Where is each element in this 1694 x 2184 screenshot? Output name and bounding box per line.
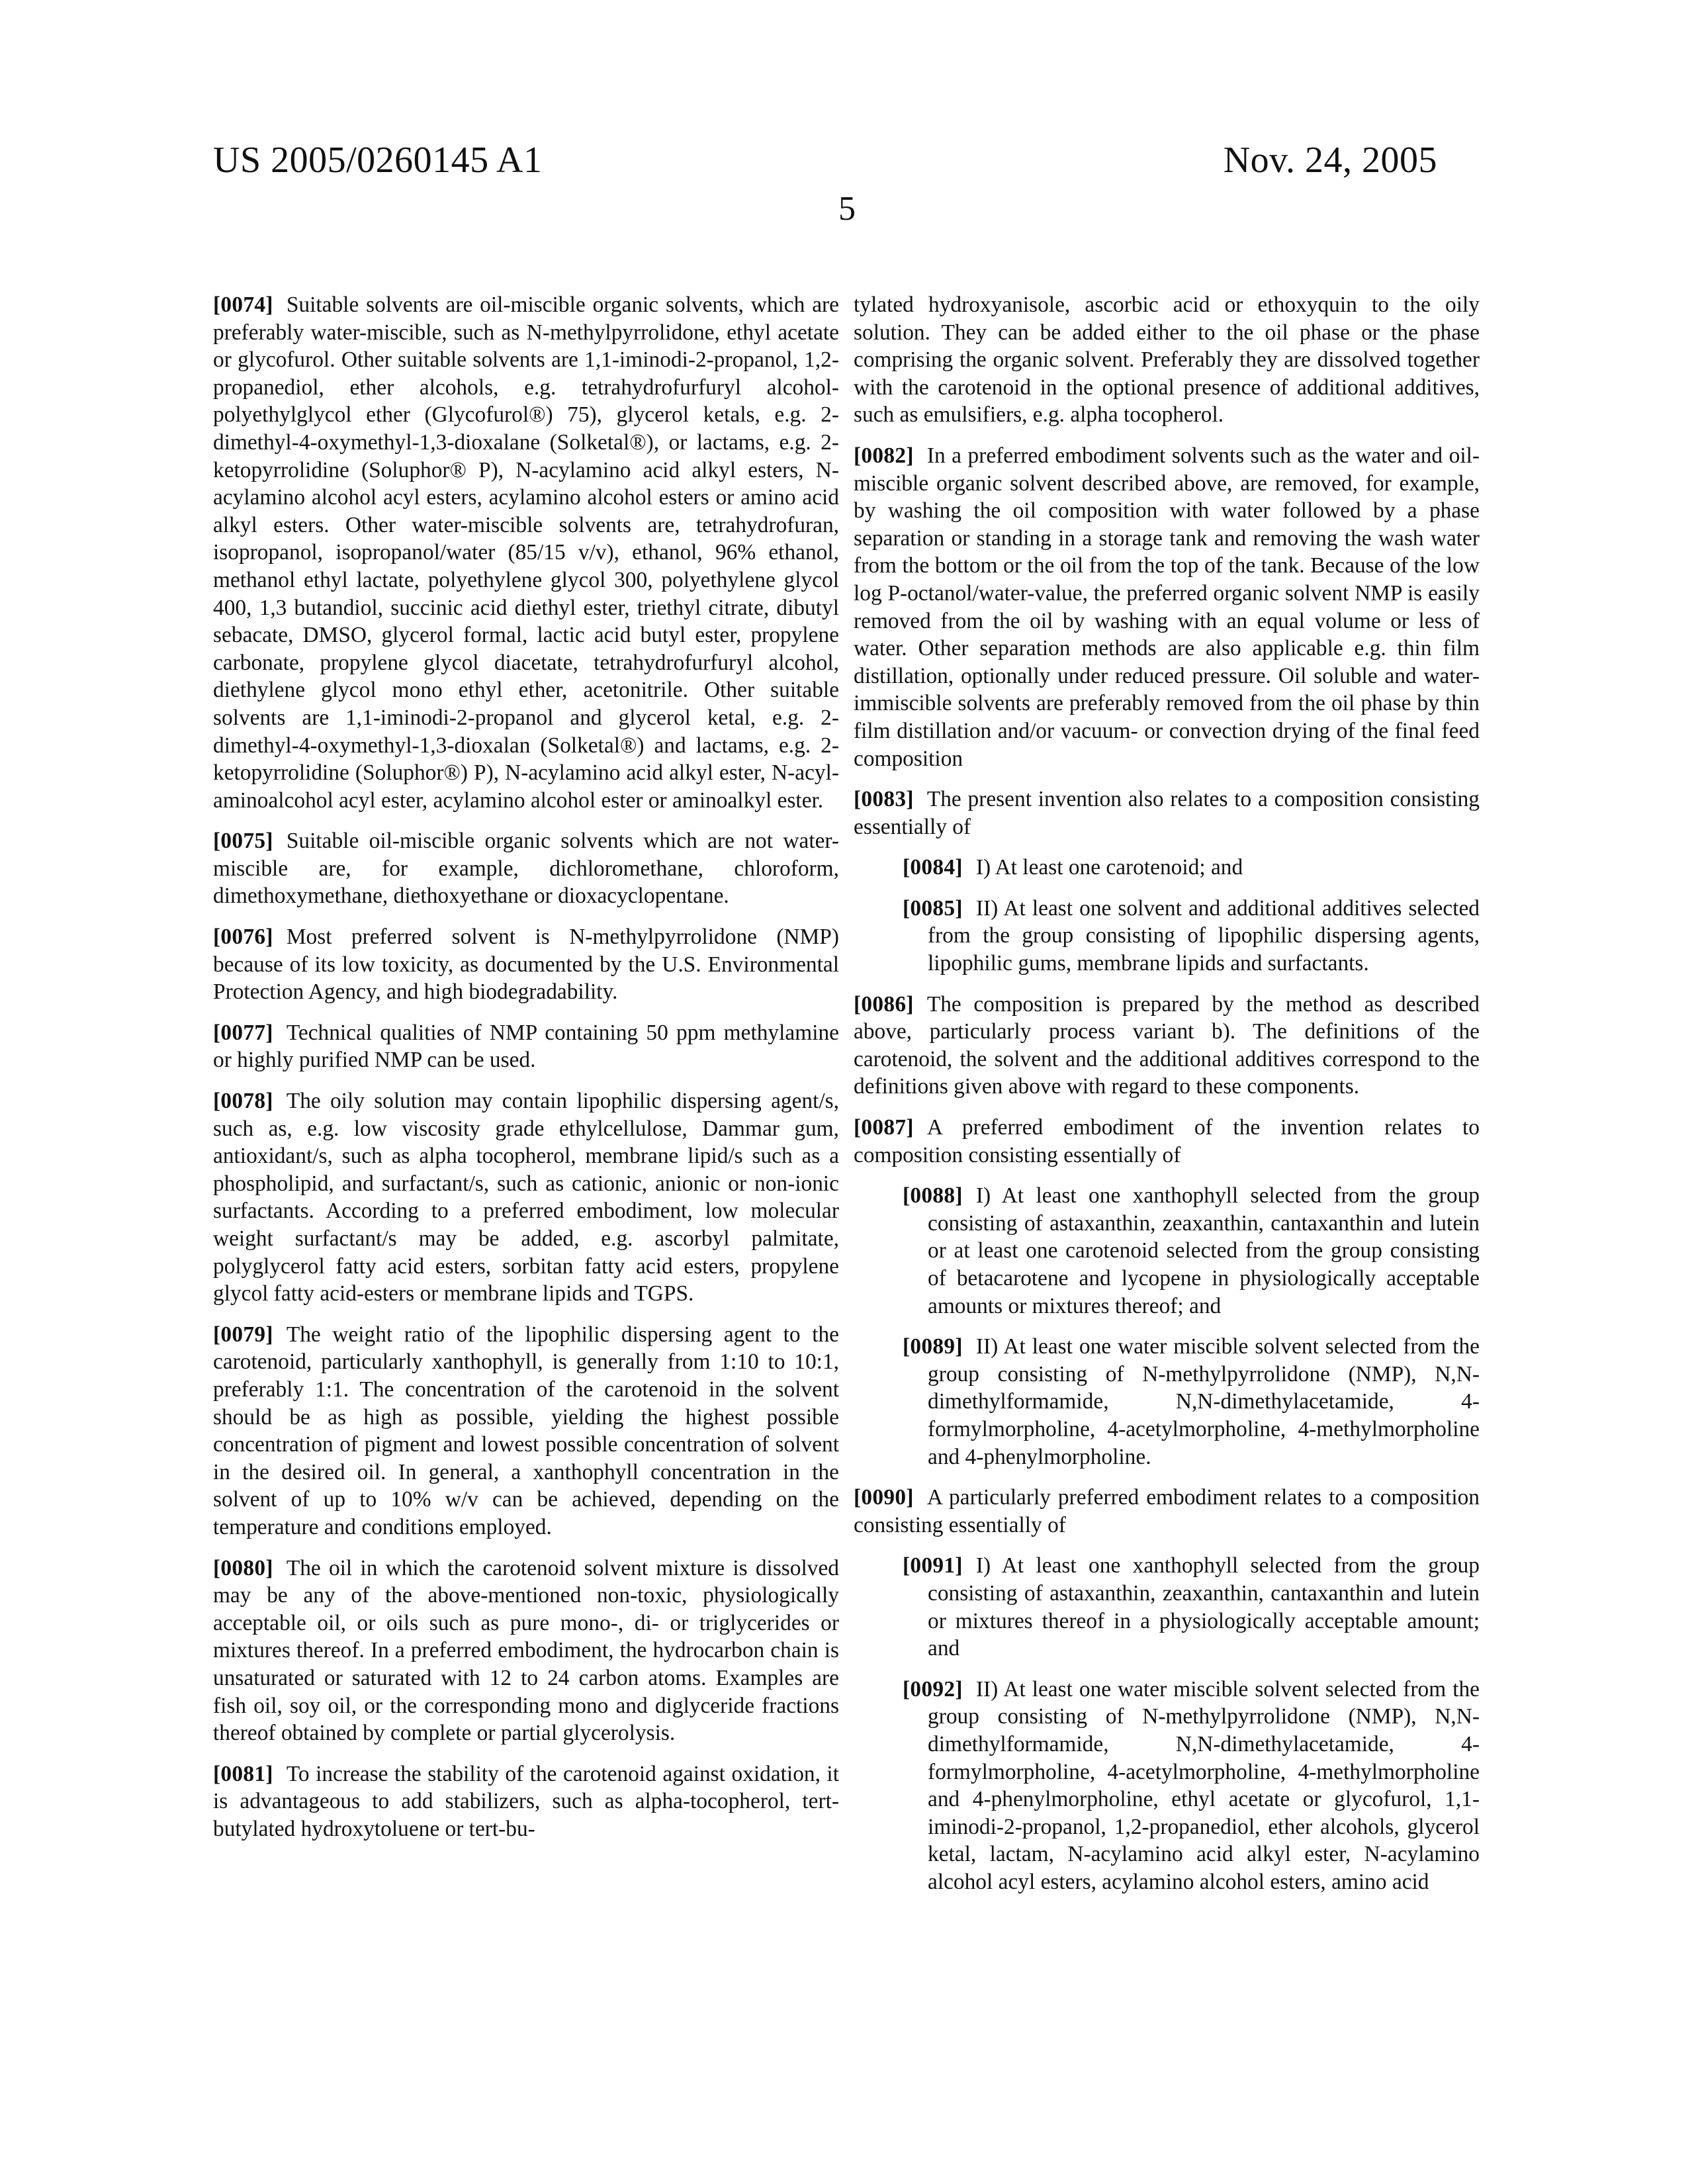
- paragraph-tag: [0083]: [854, 787, 914, 811]
- paragraph-tag: [0076]: [213, 925, 273, 949]
- publication-number: US 2005/0260145 A1: [213, 139, 543, 181]
- paragraph-tag: [0091]: [903, 1553, 963, 1578]
- paragraph-text: Suitable solvents are oil-miscible organic solvents, which are preferably water-miscible, such as N-methylpyrrolidone, ethyl acetate or glycofurol. Other suitable solvents are 1,1-iminodi-2-propanol, 1,2-propanediol, ether alcohols, e.g. tetrahydrofurfuryl alcohol-polyethylglycol ether (Glycofurol®) 75), glycerol ketals, e.g. 2-dimethyl-4-oxymethyl-1,3-dioxalane (Solketal®), or lactams, e.g. 2-ketopyrrolidine (Soluphor® P), N-acylamino acid alkyl esters, N-acylamino alcohol acyl esters, acylamino alcohol esters or amino acid alkyl esters. Other water-miscible solvents are, tetrahydrofuran, isopropanol, isopropanol/water (85/15 v/v), ethanol, 96% ethanol, methanol ethyl lactate, polyethylene glycol 300, polyethylene glycol 400, 1,3 butandiol, succinic acid diethyl ester, triethyl citrate, dibutyl sebacate, DMSO, glycerol formal, lactic acid butyl ester, propylene carbonate, propylene glycol diacetate, tetrahydrofurfuryl alcohol, diethylene glycol mono ethyl ether, acetonitrile. Other suitable solvents are 1,1-iminodi-2-propanol and glycerol ketal, e.g. 2-dimethyl-4-oxymethyl-1,3-dioxalan (Solketal®) and lactams, e.g. 2-ketopyrrolidine (Soluphor®) P), N-acylamino acid alkyl ester, N-acyl-aminoalcohol acyl ester, acylamino alcohol ester or aminoalkyl ester.: [213, 293, 839, 813]
- paragraph-text: I) At least one carotenoid; and: [976, 855, 1243, 880]
- paragraph-0079: [213, 1321, 839, 1541]
- paragraph-text: The present invention also relates to a composition consisting essentially of: [854, 787, 1480, 839]
- paragraph-text: The oil in which the carotenoid solvent mixture is dissolved may be any of the above-mentioned non-toxic, physiologically acceptable oil, or oils such as pure mono-, di- or triglycerides or mixtures thereof. In a preferred embodiment, the hydrocarbon chain is unsaturated or saturated with 12 to 24 carbon atoms. Examples are fish oil, soy oil, or the corresponding mono and diglyceride fractions thereof obtained by complete or partial glycerolysis.: [213, 1556, 839, 1746]
- paragraph-0074: [213, 291, 839, 814]
- paragraph-text: I) At least one xanthophyll selected from the group consisting of astaxanthin, zeaxanthin, cantaxanthin and lutein or at least one carotenoid selected from the group consisting of betacarotene and lycopene in physiologically acceptable amounts or mixtures thereof; and: [928, 1183, 1480, 1318]
- paragraph-0092: [854, 1676, 1480, 1896]
- paragraph-tag: [0085]: [903, 896, 963, 921]
- paragraph-0082: [854, 442, 1480, 772]
- paragraph-text: II) At least one solvent and additional additives selected from the group consisting of lipophilic dispersing agents, lipophilic gums, membrane lipids and surfactants.: [928, 896, 1480, 976]
- paragraph-0085: [854, 895, 1480, 978]
- paragraph-0081: [213, 1760, 839, 1843]
- paragraph-text: To increase the stability of the carotenoid against oxidation, it is advantageous to add stabilizers, such as alpha-tocopherol, tert-butylated hydroxytoluene or tert-bu-: [213, 1762, 839, 1841]
- paragraph-0077: [213, 1019, 839, 1074]
- paragraph-tag: [0092]: [903, 1677, 963, 1702]
- paragraph-tag: [0077]: [213, 1021, 273, 1045]
- paragraph-0076: [213, 923, 839, 1006]
- paragraph-0087: [854, 1114, 1480, 1169]
- paragraph-text: In a preferred embodiment solvents such as the water and oil-miscible organic solvent described above, are removed, for example, by washing the oil composition with water followed by a phase separation or standing in a storage tank and removing the wash water from the bottom or the oil from the top of the tank. Because of the low log P-octanol/water-value, the preferred organic solvent NMP is easily removed from the oil by washing with an equal volume or less of water. Other separation methods are also applicable e.g. thin film distillation, optionally under reduced pressure. Oil soluble and water-immiscible solvents are preferably removed from the oil phase by thin film distillation and/or vacuum- or convection drying of the final feed composition: [854, 443, 1480, 771]
- right-column: [854, 291, 1480, 1909]
- paragraph-text: Most preferred solvent is N-methylpyrrolidone (NMP) because of its low toxicity, as documented by the U.S. Environmental Protection Agency, and high biodegradability.: [213, 925, 839, 1004]
- paragraph-tag: [0075]: [213, 829, 273, 853]
- paragraph-text: A particularly preferred embodiment relates to a composition consisting essentially of: [854, 1485, 1480, 1537]
- paragraph-text: Technical qualities of NMP containing 50 ppm methylamine or highly purified NMP can be used.: [213, 1021, 839, 1073]
- paragraph-text: A preferred embodiment of the invention relates to composition consisting essentially of: [854, 1115, 1480, 1167]
- paragraph-0089: [854, 1333, 1480, 1471]
- paragraph-text: Suitable oil-miscible organic solvents which are not water-miscible are, for example, dichloromethane, chloroform, dimethoxymethane, diethoxyethane or dioxacyclopentane.: [213, 829, 839, 908]
- paragraph-text: II) At least one water miscible solvent selected from the group consisting of N-methylpyrrolidone (NMP), N,N-dimethylformamide, N,N-dimethylacetamide, 4-formylmorpholine, 4-acetylmorpholine, 4-methylmorpholine and 4-phenylmorpholine.: [928, 1334, 1480, 1469]
- paragraph-0084: [854, 854, 1480, 882]
- paragraph-text: The oily solution may contain lipophilic dispersing agent/s, such as, e.g. low viscosity grade ethylcellulose, Dammar gum, antioxidant/s, such as alpha tocopherol, membrane lipid/s such as a phospholipid, and surfactant/s, such as cationic, anionic or non-ionic surfactants. According to a preferred embodiment, low molecular weight surfactant/s may be added, e.g. ascorbyl palmitate, polyglycerol fatty acid esters, sorbitan fatty acid esters, propylene glycol fatty acid-esters or membrane lipids and TGPS.: [213, 1089, 839, 1306]
- paragraph-0081-continued: tylated hydroxyanisole, ascorbic acid or ethoxyquin to the oily solution. They can be added either to the oil phase or the phase comprising the organic solvent. Preferably they are dissolved together with the carotenoid in the optional presence of additional additives, such as emulsifiers, e.g. alpha tocopherol.: [854, 291, 1480, 429]
- publication-date: Nov. 24, 2005: [1224, 139, 1437, 181]
- paragraph-tag: [0079]: [213, 1322, 273, 1347]
- paragraph-0078: [213, 1087, 839, 1308]
- paragraph-tag: [0082]: [854, 443, 914, 468]
- paragraph-tag: [0084]: [903, 855, 963, 880]
- paragraph-tag: [0086]: [854, 992, 914, 1017]
- paragraph-tag: [0081]: [213, 1762, 273, 1786]
- paragraph-text: II) At least one water miscible solvent selected from the group consisting of N-methylpyrrolidone (NMP), N,N-dimethylformamide, N,N-dimethylacetamide, 4-formylmorpholine, 4-acetylmorpholine, 4-methylmorpholine and 4-phenylmorpholine, ethyl acetate or glycofurol, 1,1-iminodi-2-propanol, 1,2-propanediol, ether alcohols, glycerol ketal, lactam, N-acylamino acid alkyl ester, N-acylamino alcohol acyl esters, acylamino alcohol esters, amino acid: [928, 1677, 1480, 1894]
- paragraph-tag: [0088]: [903, 1183, 963, 1208]
- paragraph-text: The composition is prepared by the method as described above, particularly process variant b). The definitions of the carotenoid, the solvent and the additional additives correspond to the definitions given above with regard to these components.: [854, 992, 1480, 1099]
- paragraph-0086: [854, 991, 1480, 1101]
- paragraph-0088: [854, 1182, 1480, 1320]
- paragraph-0075: [213, 827, 839, 910]
- paragraph-tag: [0074]: [213, 293, 273, 317]
- paragraph-text: The weight ratio of the lipophilic dispersing agent to the carotenoid, particularly xanthophyll, is generally from 1:10 to 10:1, preferably 1:1. The concentration of the carotenoid in the solvent should be as high as possible, yielding the highest possible concentration of pigment and lowest possible concentration of solvent in the desired oil. In general, a xanthophyll concentration in the solvent of up to 10% w/v can be achieved, depending on the temperature and conditions employed.: [213, 1322, 839, 1539]
- paragraph-text: I) At least one xanthophyll selected from the group consisting of astaxanthin, zeaxanthin, cantaxanthin and lutein or mixtures thereof in a physiologically acceptable amount; and: [928, 1553, 1480, 1661]
- paragraph-tag: [0089]: [903, 1334, 963, 1359]
- paragraph-tag: [0080]: [213, 1556, 273, 1580]
- paragraph-tag: [0078]: [213, 1089, 273, 1113]
- paragraph-0090: [854, 1484, 1480, 1539]
- paragraph-tag: [0087]: [854, 1115, 914, 1140]
- left-column: [213, 291, 839, 1856]
- paragraph-0083: [854, 786, 1480, 841]
- paragraph-tag: [0090]: [854, 1485, 914, 1510]
- paragraph-0080: [213, 1555, 839, 1747]
- paragraph-0091: [854, 1552, 1480, 1662]
- page-number: 5: [0, 189, 1694, 228]
